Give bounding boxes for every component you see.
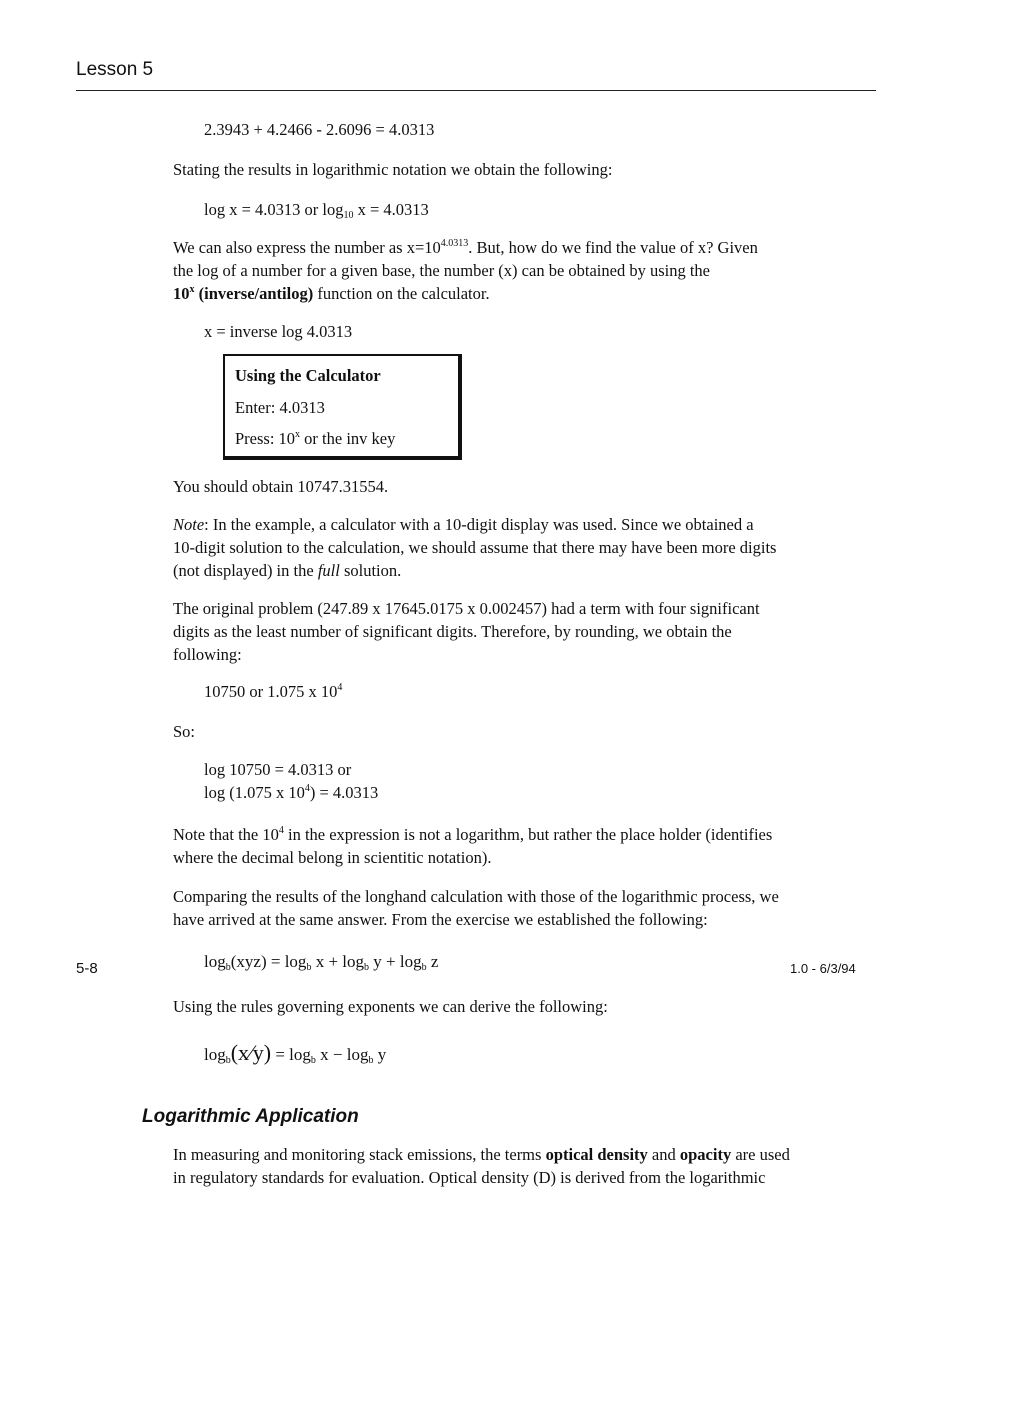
note-line-2: 10-digit solution to the calculation, we should assume that there may have been more digits — [173, 538, 777, 557]
calculator-press — [235, 427, 395, 450]
log-line-1: log 10750 = 4.0313 or — [204, 760, 352, 779]
t: 4 — [304, 783, 310, 794]
t: b — [310, 1055, 316, 1066]
note-line-1 — [173, 513, 754, 536]
t: log — [342, 952, 365, 971]
t: full — [317, 561, 340, 580]
log-x-equation — [204, 198, 429, 221]
t: 4 — [337, 682, 343, 693]
t: Note that the 10 — [173, 825, 279, 844]
t: x = 4.0313 — [353, 200, 429, 219]
t: in the expression is not a logarithm, but rather the place holder (identifies — [283, 825, 773, 844]
t: log — [289, 1045, 311, 1064]
t: and — [647, 1145, 680, 1164]
t: opacity — [679, 1145, 732, 1164]
t: ) = 4.0313 — [309, 783, 379, 802]
t: b — [368, 1055, 374, 1066]
t: are used — [731, 1145, 790, 1164]
section-line-2: in regulatory standards for evaluation. Optical density (D) is derived from the logarithmic — [173, 1168, 766, 1187]
t: log — [399, 952, 422, 971]
express-line-2: the log of a number for a given base, the number (x) can be obtained by using the — [173, 261, 710, 280]
comparing-line-1: Comparing the results of the longhand calculation with those of the logarithmic process, we — [173, 887, 779, 906]
t: (inverse/antilog) — [194, 284, 314, 303]
product-rule-formula — [204, 950, 438, 973]
t: Note — [173, 515, 205, 534]
t: (not displayed) in the — [173, 561, 318, 580]
stating-text: Stating the results in logarithmic notation we obtain the following: — [173, 160, 613, 179]
t: x + — [311, 952, 343, 971]
t: b — [421, 962, 427, 973]
section-line-1 — [173, 1143, 790, 1166]
t: b — [364, 962, 370, 973]
express-line-3 — [173, 282, 490, 305]
express-line-1 — [173, 236, 758, 259]
t: z — [426, 952, 439, 971]
t: . But, how do we find the value of x? Given — [468, 238, 758, 257]
t: 10 — [343, 210, 354, 221]
section-heading: Logarithmic Application — [142, 1106, 359, 1127]
t: function on the calculator. — [313, 284, 490, 303]
original-line-2: digits as the least number of significant digits. Therefore, by rounding, we obtain the — [173, 622, 732, 641]
original-line-1: The original problem (247.89 x 17645.0175 x 0.002457) had a term with four significant — [173, 599, 760, 618]
t: (x⁄y) — [230, 1040, 272, 1065]
t: y + — [369, 952, 400, 971]
t: log — [346, 1045, 369, 1064]
t: x — [295, 429, 301, 440]
comparing-line-2: have arrived at the same answer. From the exercise we established the following: — [173, 910, 708, 929]
so-text: So: — [173, 722, 196, 741]
quotient-rule-formula — [204, 1041, 386, 1066]
t: solution. — [339, 561, 402, 580]
t: optical density — [545, 1145, 648, 1164]
sum-equation: 2.3943 + 4.2466 - 2.6096 = 4.0313 — [204, 120, 435, 139]
header-rule — [76, 90, 876, 91]
t: 4.0313 — [440, 238, 469, 249]
calculator-enter: Enter: 4.0313 — [235, 398, 325, 417]
t: x — [189, 284, 195, 295]
t: log — [204, 1045, 226, 1064]
rounded-value — [204, 680, 342, 703]
calculator-box — [223, 354, 462, 460]
lesson-header: Lesson 5 — [76, 59, 154, 80]
t: 10750 or 1.075 x 10 — [204, 682, 338, 701]
log-line-2 — [204, 781, 378, 804]
t: y — [373, 1045, 387, 1064]
t: We can also express the number as x=10 — [173, 238, 441, 257]
original-line-3: following: — [173, 645, 242, 664]
t: log (1.075 x 10 — [204, 783, 305, 802]
t: = — [271, 1045, 290, 1064]
page-number: 5-8 — [76, 960, 98, 977]
t: b — [306, 962, 312, 973]
result-text: You should obtain 10747.31554. — [173, 477, 389, 496]
note-line-3 — [173, 559, 401, 582]
t: or the inv key — [300, 429, 396, 448]
t: : In the example, a calculator with a 10-digit display was used. Since we obtained a — [204, 515, 754, 534]
version-date: 1.0 - 6/3/94 — [790, 961, 856, 976]
t: log x = 4.0313 or log — [204, 200, 344, 219]
t: log — [284, 952, 307, 971]
using-rules-text: Using the rules governing exponents we can derive the following: — [173, 997, 608, 1016]
t: (xyz) = — [230, 952, 285, 971]
t: log — [204, 952, 226, 971]
t: 10 — [173, 284, 190, 303]
note2-line-2: where the decimal belong in scientitic notation). — [173, 848, 492, 867]
calculator-box-title: Using the Calculator — [235, 366, 381, 385]
t: 4 — [278, 825, 284, 836]
t: In measuring and monitoring stack emissions, the terms — [173, 1145, 546, 1164]
note2-line-1 — [173, 823, 772, 846]
t: b — [225, 1055, 231, 1066]
t: b — [225, 962, 231, 973]
inverse-equation: x = inverse log 4.0313 — [204, 322, 353, 341]
t: x − — [315, 1045, 347, 1064]
t: Press: 10 — [235, 429, 296, 448]
